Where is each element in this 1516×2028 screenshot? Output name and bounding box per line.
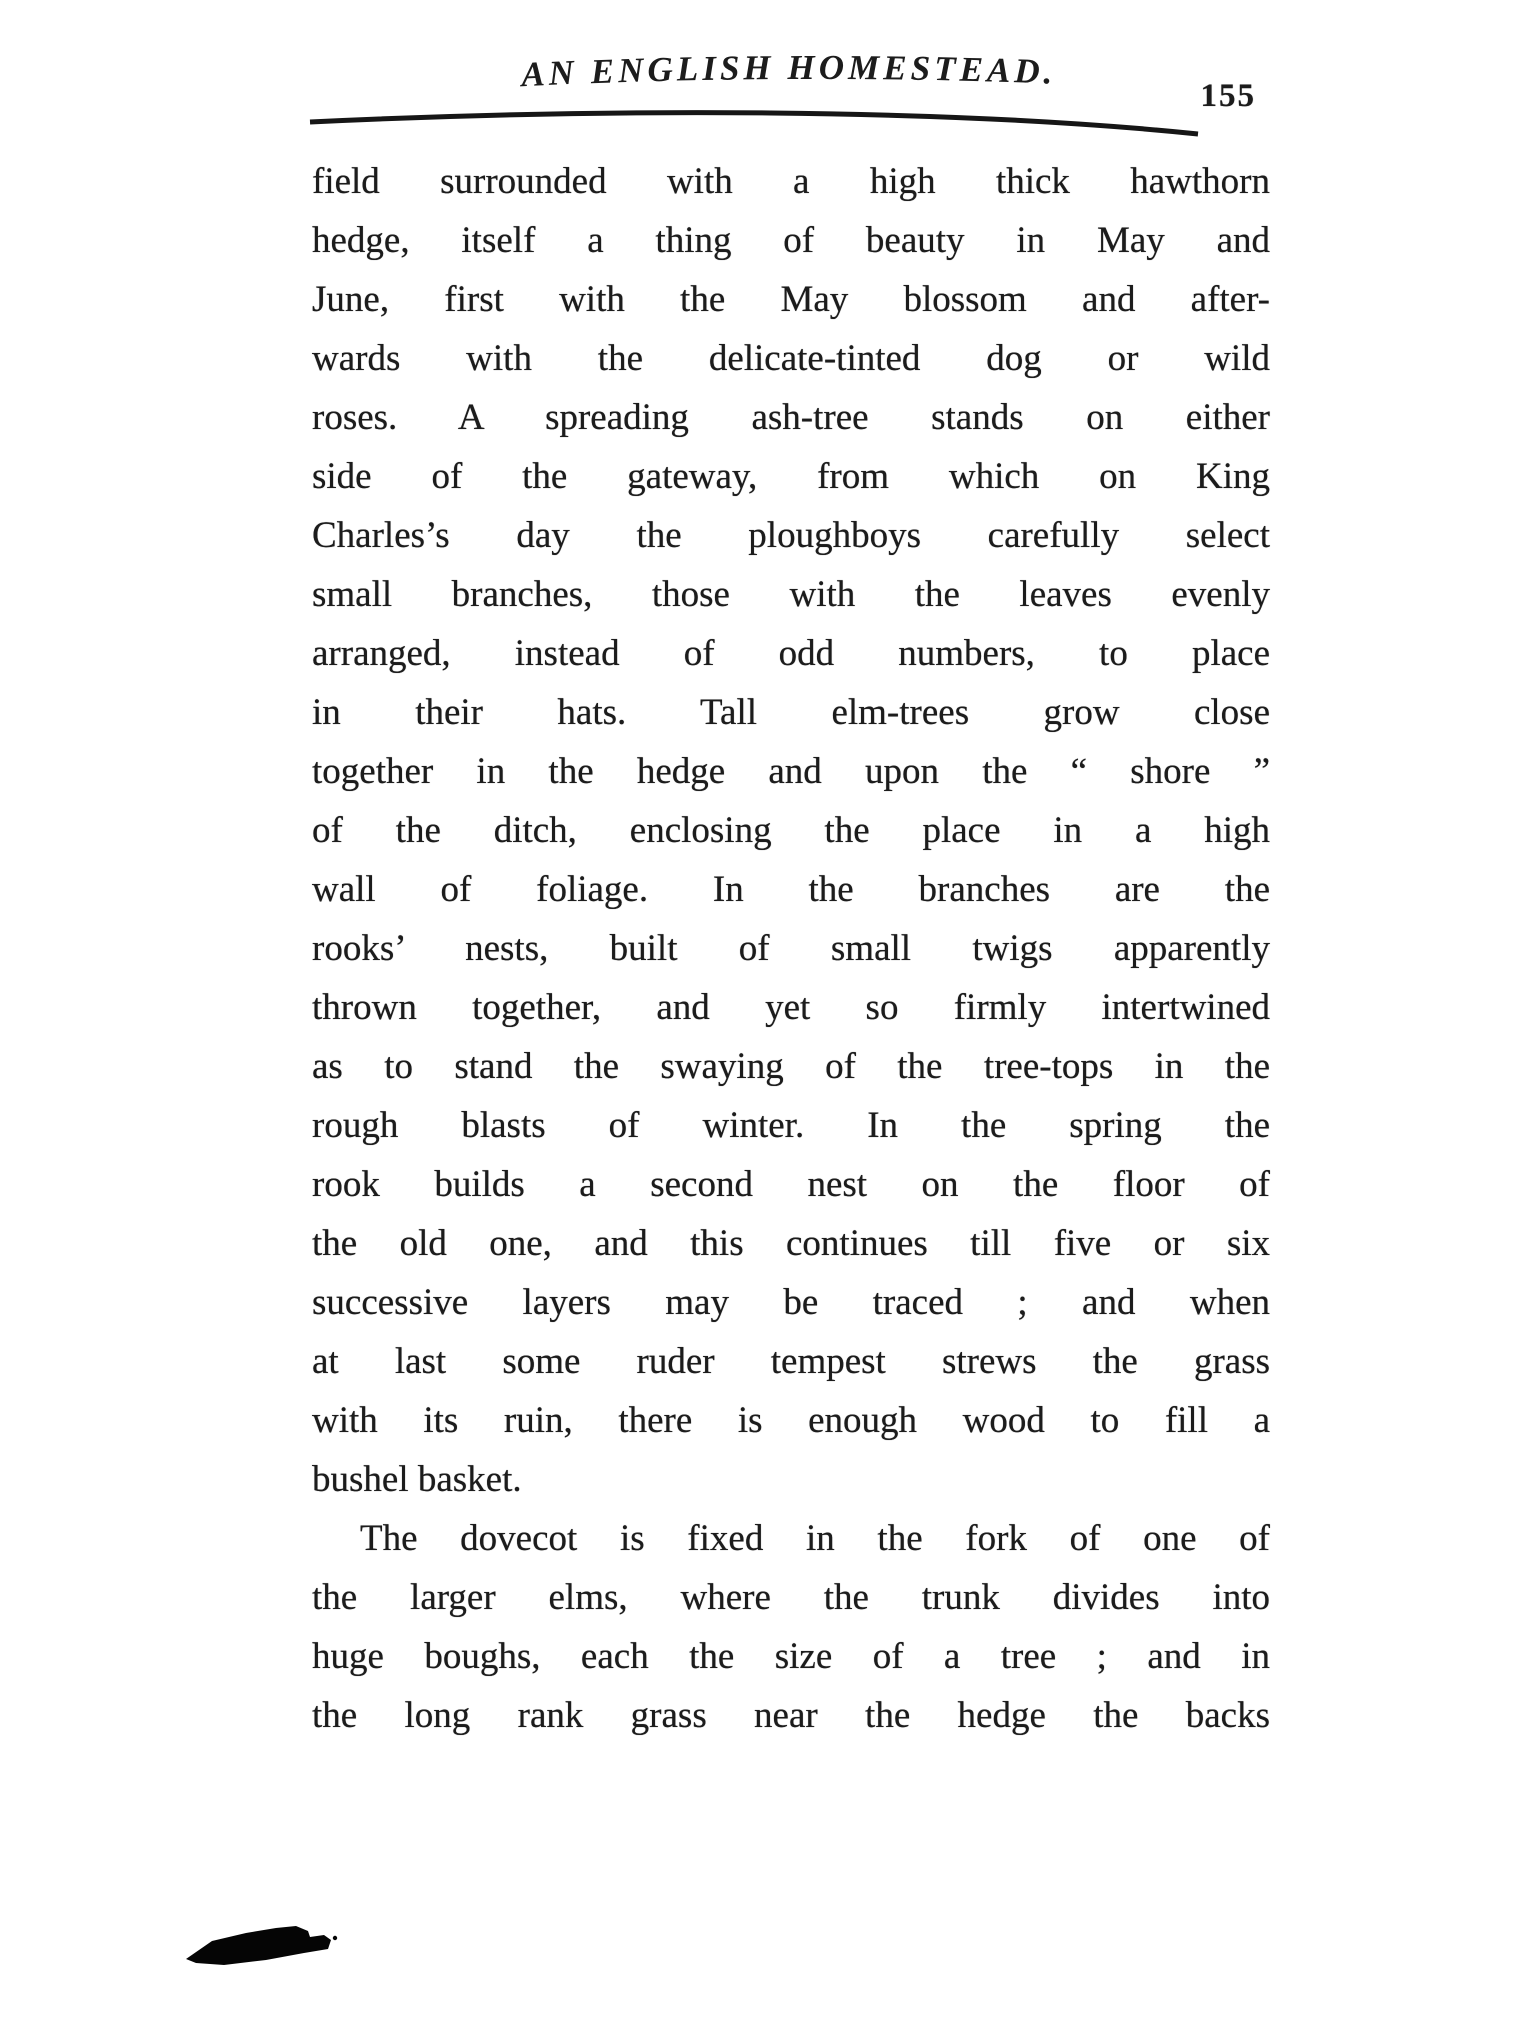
- text-line: The dovecot is fixed in the fork of one of: [360, 1518, 1270, 1559]
- text-line: the long rank grass near the hedge the backs: [312, 1695, 1270, 1736]
- header-graphic: [306, 30, 1272, 160]
- text-line: of the ditch, enclosing the place in a high: [312, 810, 1270, 851]
- running-header-title: AN ENGLISH HOMESTEAD.: [520, 47, 1058, 95]
- text-line: at last some ruder tempest strews the grass: [312, 1341, 1270, 1382]
- text-line: small branches, those with the leaves evenly: [312, 574, 1270, 615]
- text-line: the old one, and this continues till five or six: [312, 1223, 1270, 1264]
- text-line: hedge, itself a thing of beauty in May and: [312, 220, 1270, 261]
- body-text: [312, 152, 1270, 1745]
- page-header: [306, 30, 1272, 160]
- text-line: together in the hedge and upon the “ shore ”: [312, 751, 1270, 792]
- page-number: 155: [1200, 78, 1256, 114]
- text-line: side of the gateway, from which on King: [312, 456, 1270, 497]
- text-line: huge boughs, each the size of a tree ; and in: [312, 1636, 1270, 1677]
- text-line: rook builds a second nest on the floor of: [312, 1164, 1270, 1205]
- text-line: in their hats. Tall elm-trees grow close: [312, 692, 1270, 733]
- text-line: arranged, instead of odd numbers, to place: [312, 633, 1270, 674]
- text-line: thrown together, and yet so firmly intertwined: [312, 987, 1270, 1028]
- text-line: Charles’s day the ploughboys carefully select: [312, 515, 1270, 556]
- text-line: June, first with the May blossom and after-: [312, 279, 1270, 320]
- ink-smudge-artifact: [184, 1924, 340, 1970]
- text-line: with its ruin, there is enough wood to fill a: [312, 1400, 1270, 1441]
- text-line: bushel basket.: [312, 1459, 522, 1500]
- text-line: wall of foliage. In the branches are the: [312, 869, 1270, 910]
- header-title-text: [518, 48, 1057, 94]
- ink-smudge-icon: [184, 1924, 340, 1970]
- text-line: rooks’ nests, built of small twigs apparently: [312, 928, 1270, 969]
- text-line: roses. A spreading ash-tree stands on either: [312, 397, 1270, 438]
- header-rule: [310, 113, 1198, 134]
- text-line: successive layers may be traced ; and when: [312, 1282, 1270, 1323]
- text-line: wards with the delicate-tinted dog or wild: [312, 338, 1270, 379]
- text-line: rough blasts of winter. In the spring the: [312, 1105, 1270, 1146]
- text-line: the larger elms, where the trunk divides into: [312, 1577, 1270, 1618]
- text-line: as to stand the swaying of the tree-tops in the: [312, 1046, 1270, 1087]
- text-line: field surrounded with a high thick hawthorn: [312, 161, 1270, 202]
